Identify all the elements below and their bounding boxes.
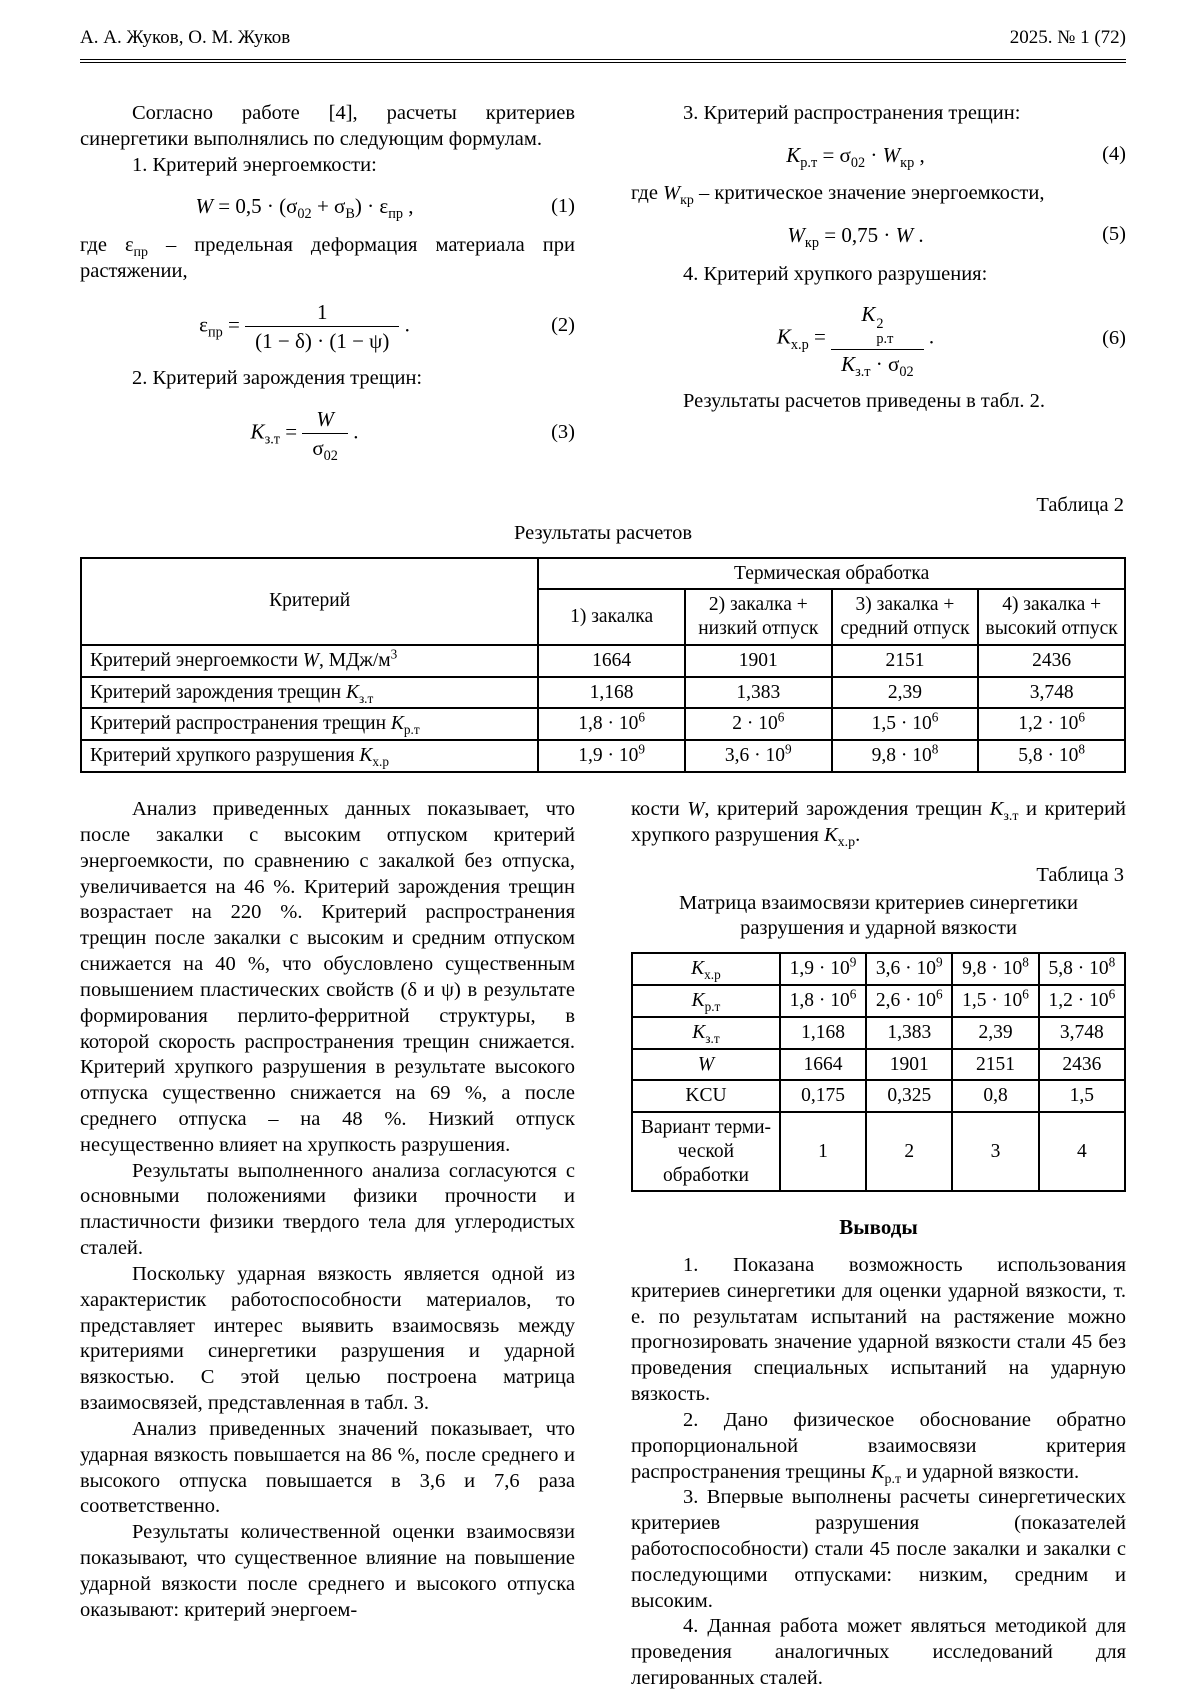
criterion-2-heading: 2. Критерий зарождения трещин:: [132, 366, 423, 389]
equation-number: (6): [1102, 327, 1126, 350]
cell-value: $2,6 \cdot 10^6$: [866, 985, 952, 1017]
equation-number: (1): [551, 194, 575, 217]
where-paragraph: [631, 181, 1126, 207]
row-label: [632, 953, 780, 985]
table3-row: [632, 1112, 1125, 1191]
text-run: , МДж/м: [319, 649, 391, 671]
equation-3-body: [80, 406, 529, 464]
left-column-top: [80, 101, 575, 473]
cell-value: 0,8: [952, 1080, 1038, 1112]
var-epsilon: ε: [199, 311, 208, 336]
cell-value: 3,748: [1039, 1017, 1125, 1049]
var-K: K: [870, 1460, 885, 1483]
var-symbol: K: [345, 681, 359, 703]
table2-row: [81, 645, 1125, 677]
cell-value: 1,168: [780, 1017, 866, 1049]
cell-value: $9,8 \cdot 10^8$: [832, 740, 979, 772]
subscript: р.т: [403, 722, 420, 738]
subscript: 02: [850, 154, 866, 171]
var-symbol: K: [691, 958, 705, 980]
cell-value: 0,325: [866, 1080, 952, 1112]
fraction: [245, 300, 399, 353]
subscript: х.р: [704, 967, 721, 983]
top-columns: [80, 101, 1126, 473]
cell-value: 2151: [832, 645, 979, 677]
conclusions-heading: Выводы: [839, 1215, 918, 1240]
cell-value: 2: [866, 1112, 952, 1191]
subscript: р.т: [876, 330, 894, 347]
toughness-paragraph: Поскольку ударная вязкость является одной из характеристик работоспособности материалов, то представляет интерес выявить взаимосвязь между критериями синергетики разрушения и ударной вязкостью. С этой целью построена матрица взаимосвязей, представленная в табл. 3.: [80, 1262, 575, 1415]
var-epsilon: ε: [124, 233, 134, 256]
subscript: В: [345, 206, 355, 223]
fraction-denominator: [302, 434, 348, 464]
fraction-numerator: [831, 302, 924, 349]
cell-value: $9,8 \cdot 10^8$: [952, 953, 1038, 985]
var-K: K: [989, 798, 1004, 821]
subscript: кр: [680, 193, 694, 209]
text-run: ) · ε: [354, 194, 389, 219]
text-run: – предельная деформация материала при растяжении,: [80, 233, 575, 282]
cell-value: $1,9 \cdot 10^9$: [780, 953, 866, 985]
row-label: [632, 1049, 780, 1081]
table3-row: [632, 1080, 1125, 1112]
text-run: =: [808, 324, 832, 349]
subscript: х.р: [837, 834, 856, 850]
subscript: пр: [133, 244, 148, 260]
table2-criteria-header: Критерий: [81, 558, 538, 645]
table3-row: [632, 1017, 1125, 1049]
var-K: K: [823, 823, 838, 846]
var-symbol: K: [692, 1021, 706, 1043]
subscript: з.т: [358, 690, 374, 706]
table3-label: Таблица 3: [1036, 863, 1124, 886]
equation-1-body: [80, 193, 529, 223]
text-run: Критерий зарождения трещин: [90, 681, 346, 703]
fraction-numerator: 1: [245, 300, 399, 327]
table2-row: [81, 708, 1125, 740]
text-run: где: [631, 182, 664, 205]
subscript: пр: [388, 206, 403, 223]
cell-value: $1,8 \cdot 10^6$: [538, 708, 685, 740]
text-run: .: [347, 419, 359, 444]
text-run: = 0,5 · (σ: [213, 194, 298, 219]
text-run: .: [399, 311, 410, 336]
continuation-paragraph: [631, 797, 1126, 849]
results-agreement-paragraph: Результаты выполненного анализа согласуются с основными положениями физики прочности и пластичности физики твердого тела для углеродистых сталей.: [80, 1159, 575, 1260]
intro-paragraph: Согласно работе [4], расчеты критериев синергетики выполнялись по следующим формулам.: [80, 101, 575, 150]
var-W: W: [882, 142, 901, 167]
row-label: [81, 677, 538, 709]
var-W: W: [895, 223, 914, 248]
var-symbol: K: [390, 713, 404, 735]
cell-value: $3,6 \cdot 10^9$: [866, 953, 952, 985]
text-run: = 0,75 ·: [818, 223, 896, 248]
cell-value: 2,39: [832, 677, 979, 709]
equation-5: [631, 222, 1126, 252]
text-run: 2. Дано физическое обоснование обратно пропорциональной взаимосвязи критерия распространения трещины: [631, 1408, 1126, 1483]
subscript: р.т: [704, 998, 721, 1014]
subscript: х.р: [790, 337, 809, 354]
equation-2: [80, 300, 575, 353]
text-run: Критерий хрупкого разрушения: [90, 745, 360, 767]
equation-5-body: [631, 222, 1080, 252]
header-issue: 2025. № 1 (72): [1009, 27, 1126, 48]
cell-value: 1,5: [1039, 1080, 1125, 1112]
var-W: W: [687, 798, 705, 821]
results-note: Результаты расчетов приведены в табл. 2.: [683, 389, 1045, 412]
cell-value: $5,8 \cdot 10^8$: [978, 740, 1125, 772]
var-symbol: W: [302, 649, 320, 671]
text-run: · σ: [870, 351, 900, 376]
cell-value: $1,5 \cdot 10^6$: [832, 708, 979, 740]
cell-value: $5,8 \cdot 10^8$: [1039, 953, 1125, 985]
cell-value: 1664: [538, 645, 685, 677]
table3-row: [632, 1049, 1125, 1081]
cell-value: $1,2 \cdot 10^6$: [978, 708, 1125, 740]
subscript: з.т: [855, 363, 871, 380]
text-run: ·: [865, 142, 883, 167]
fraction: [831, 302, 924, 380]
cell-value: 0,175: [780, 1080, 866, 1112]
criterion-1-heading: 1. Критерий энергоемкости:: [132, 153, 377, 176]
equation-3: [80, 406, 575, 464]
cell-value: 4: [1039, 1112, 1125, 1191]
table2-header-row: [81, 558, 1125, 590]
table3-row: [632, 953, 1125, 985]
text-run: , критерий зарождения трещин: [704, 798, 990, 821]
subscript: 02: [297, 206, 312, 223]
superscript: 3: [390, 646, 398, 662]
left-column-bottom: [80, 797, 575, 1692]
row-label: [81, 740, 538, 772]
subscript: р.т: [800, 154, 818, 171]
subscript: з.т: [264, 431, 280, 448]
cell-value: 2,39: [952, 1017, 1038, 1049]
subscript: з.т: [1003, 809, 1019, 825]
conclusion-4: 4. Данная работа может являться методикой для проведения аналогичных исследований для легированных сталей.: [631, 1615, 1126, 1690]
values-analysis-paragraph: Анализ приведенных значений показывает, что ударная вязкость повышается на 86 %, после среднего и высокого отпуска повышается в 3,6 и 7,6 раза соответственно.: [80, 1417, 575, 1518]
table3-title: Матрица взаимосвязи критериев синергетики разрушения и ударной вязкости: [679, 891, 1078, 940]
right-column-top: [631, 101, 1126, 473]
equation-4-body: [631, 142, 1080, 171]
cell-value: $3,6 \cdot 10^9$: [685, 740, 832, 772]
text-run: =: [280, 419, 303, 444]
table2-row: [81, 740, 1125, 772]
var-K: K: [250, 419, 265, 444]
header-authors: А. А. Жуков, О. М. Жуков: [80, 27, 291, 48]
subscript: х.р: [372, 754, 389, 770]
text-run: – критическое значение энергоемкости,: [693, 182, 1045, 205]
table2: [80, 557, 1126, 773]
right-column-bottom: [631, 797, 1126, 1692]
text-run: = σ: [817, 142, 851, 167]
var-symbol: W: [697, 1053, 715, 1075]
var-W: W: [195, 194, 214, 219]
cell-value: 1664: [780, 1049, 866, 1081]
table2-col-header: 1) закалка: [538, 589, 685, 645]
table2-group-header: Термическая обработка: [538, 558, 1125, 590]
var-K: K: [861, 302, 876, 327]
equation-1: [80, 193, 575, 223]
text-run: Вариант терми- ческой обработки: [640, 1117, 772, 1186]
text-run: ,: [914, 142, 925, 167]
text-run: + σ: [311, 194, 346, 219]
var-W: W: [663, 182, 681, 205]
criterion-4-heading: 4. Критерий хрупкого разрушения:: [683, 262, 988, 285]
var-W: W: [787, 223, 805, 248]
table2-col-header: 2) закалка + низкий отпуск: [685, 589, 832, 645]
cell-value: $1,8 \cdot 10^6$: [780, 985, 866, 1017]
text-run: кости: [631, 798, 688, 821]
cell-value: $1,5 \cdot 10^6$: [952, 985, 1038, 1017]
text-run: KCU: [685, 1085, 727, 1107]
text-run: =: [222, 311, 246, 336]
subscript: пр: [208, 324, 223, 341]
table2-title: Результаты расчетов: [514, 521, 692, 544]
var-symbol: K: [691, 989, 705, 1011]
cell-value: $1,9 \cdot 10^9$: [538, 740, 685, 772]
conclusion-1: 1. Показана возможность использования критериев синергетики для оценки ударной вязкости, т. е. по результатам испытаний на растяжение можно прогнозировать значение ударной вязкости стали 45 без проведения специальных испытаний на ударную вязкость.: [631, 1253, 1126, 1406]
var-symbol: K: [359, 745, 373, 767]
subscript: р.т: [884, 1471, 902, 1487]
where-paragraph: [80, 233, 575, 285]
var-K: K: [786, 142, 801, 167]
fraction-denominator: [831, 350, 924, 380]
analysis-paragraph: Анализ приведенных данных показывает, что после закалки с высоким отпуском критерий энергоемкости, по сравнению с закалкой без отпуска, увеличивается на 46 %. Критерий зарождения трещин возрастает на 220 %. Критерий распространения трещин после закалки с высоким и средним отпуском снижается на 40 %, что обусловлено существенным повышением пластических свойств (δ и ψ) в результате формирования перлито-ферритной структуры, в которой скорость распространения трещин снижается. Критерий хрупкого разрушения в результате высокого отпуска существенно снижается на 69 %, а после среднего отпуска – на 48 %. Низкий отпуск несущественно влияет на хрупкость разрушения.: [80, 798, 575, 1156]
conclusion-3: 3. Впервые выполнены расчеты синергетических критериев разрушения (показателей работоспособности) стали 45 после закалки и закалки с последующими отпусками: низким, средним и высоким.: [631, 1486, 1126, 1612]
conclusion-2: [631, 1408, 1126, 1485]
text-run: Критерий энергоемкости: [90, 649, 303, 671]
cell-value: 2436: [1039, 1049, 1125, 1081]
cell-value: 1,168: [538, 677, 685, 709]
table2-label: Таблица 2: [1036, 493, 1124, 516]
cell-value: $1,2 \cdot 10^6$: [1039, 985, 1125, 1017]
text-run: Критерий распространения трещин: [90, 713, 391, 735]
table2-row: [81, 677, 1125, 709]
fraction: [302, 406, 348, 464]
row-label: [81, 708, 538, 740]
equation-4: [631, 142, 1126, 171]
equation-number: (4): [1102, 143, 1126, 166]
equation-6-body: [631, 302, 1080, 380]
sup-sub-stack: [876, 317, 893, 347]
table3: [631, 952, 1126, 1192]
cell-value: 2436: [978, 645, 1125, 677]
row-label: [632, 1080, 780, 1112]
text-run: и критерий хрупкого разрушения: [631, 798, 1127, 846]
equation-6: [631, 302, 1126, 380]
subscript: кр: [804, 235, 819, 252]
cell-value: 3,748: [978, 677, 1125, 709]
subscript: кр: [900, 154, 915, 171]
criterion-3-heading: 3. Критерий распространения трещин:: [683, 101, 1021, 124]
equation-number: (5): [1102, 223, 1126, 246]
equation-number: (3): [551, 421, 575, 444]
text-run: .: [913, 223, 924, 248]
text-run: ,: [402, 194, 414, 219]
cell-value: 1,383: [866, 1017, 952, 1049]
fraction-numerator: [302, 407, 348, 434]
table2-col-header: 3) закалка + средний отпуск: [832, 589, 979, 645]
subscript: 02: [899, 363, 914, 380]
row-label: [632, 985, 780, 1017]
var-W: W: [316, 406, 334, 431]
subscript: 02: [323, 447, 338, 464]
cell-value: $2 \cdot 10^6$: [685, 708, 832, 740]
row-label: [632, 1112, 780, 1191]
text-run: .: [923, 324, 935, 349]
superscript: 2: [876, 315, 884, 332]
cell-value: 1,383: [685, 677, 832, 709]
row-label: [81, 645, 538, 677]
cell-value: 2151: [952, 1049, 1038, 1081]
equation-number: (2): [551, 314, 575, 337]
quantitative-results-paragraph: Результаты количественной оценки взаимосвязи показывают, что существенное влияние на повышение ударной вязкости после среднего и высокого отпуска оказывают: критерий энергоем-: [80, 1521, 575, 1621]
fraction-denominator: (1 − δ) · (1 − ψ): [255, 328, 390, 353]
var-sigma: σ: [312, 435, 324, 460]
table3-row: [632, 985, 1125, 1017]
text-run: .: [855, 823, 861, 846]
text-run: и ударной вязкости.: [901, 1460, 1080, 1483]
page-header: [80, 26, 1126, 63]
subscript: з.т: [705, 1030, 720, 1046]
bottom-columns: [80, 797, 1126, 1692]
cell-value: 1901: [866, 1049, 952, 1081]
var-K: K: [841, 351, 856, 376]
cell-value: 1: [780, 1112, 866, 1191]
cell-value: 1901: [685, 645, 832, 677]
equation-2-body: [80, 300, 529, 353]
cell-value: 3: [952, 1112, 1038, 1191]
var-K: K: [776, 324, 791, 349]
text-run: где: [80, 233, 125, 256]
row-label: [632, 1017, 780, 1049]
table2-col-header: 4) закалка + высокий отпуск: [978, 589, 1125, 645]
